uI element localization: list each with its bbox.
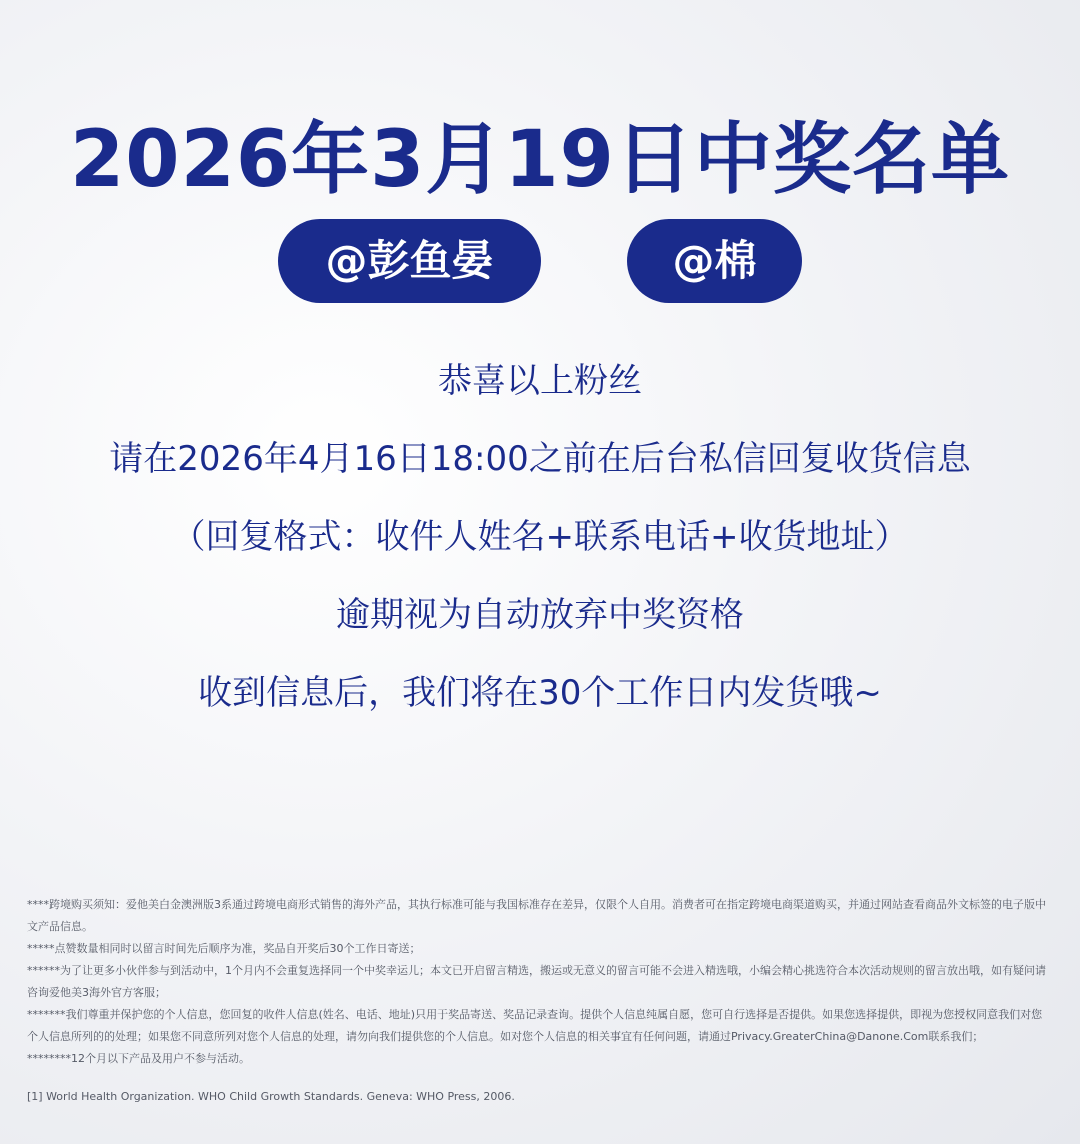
footnote-privacy: *******我们尊重并保护您的个人信息，您回复的收件人信息(姓名、电话、地址)只用于奖品寄送、奖品记录查询。提供个人信息纯属自愿，您可自行选择是否提供。如果您选择提供，即视为您授权同意我们对您个人信息所列的的处理；如果您不同意所列对您个人信息的处理，请勿向我们提供您的个人信息。如对您个人信息的相关事宜有任何问题，请通过Privacy.GreaterChina@Danone.Com联系我们； [27,1008,1043,1043]
footnote-likes: *****点赞数量相同时以留言时间先后顺序为准，奖品自开奖后30个工作日寄送； [27,942,421,955]
deadline-line: 请在2026年4月16日18:00之前在后台私信回复收货信息 [109,439,971,479]
page-title: 2026年3月19日中奖名单 [70,115,1010,206]
winner-list [0,219,1080,303]
footnote-age: ********12个月以下产品及用户不参与活动。 [27,1052,250,1065]
winner-badge: @棉 [627,219,802,303]
reply-format-line: （回复格式：收件人姓名+联系电话+收货地址） [171,517,909,557]
winner-badge: @彭鱼晏 [278,219,541,303]
reference-citation: [1] World Health Organization. WHO Child Growth Standards. Geneva: WHO Press, 2006. [27,1090,515,1103]
shipping-line: 收到信息后，我们将在30个工作日内发货哦~ [198,673,882,713]
footnotes [27,894,1052,1108]
footnote-cross-border: ****跨境购买须知：爱他美白金澳洲版3系通过跨境电商形式销售的海外产品，其执行标准可能与我国标准存在差异，仅限个人自用。消费者可在指定跨境电商渠道购买，并通过网站查看商品外文标签的电子版中文产品信息。 [27,898,1046,933]
expiry-line: 逾期视为自动放弃中奖资格 [336,595,744,635]
footnote-selection: ******为了让更多小伙伴参与到活动中，1个月内不会重复选择同一个中奖幸运儿；本文已开启留言精选，搬运或无意义的留言可能不会进入精选哦，小编会精心挑选符合本次活动规则的留言放出哦，如有疑问请咨询爱他美3海外官方客服； [27,964,1046,999]
congrats-line: 恭喜以上粉丝 [438,361,642,401]
